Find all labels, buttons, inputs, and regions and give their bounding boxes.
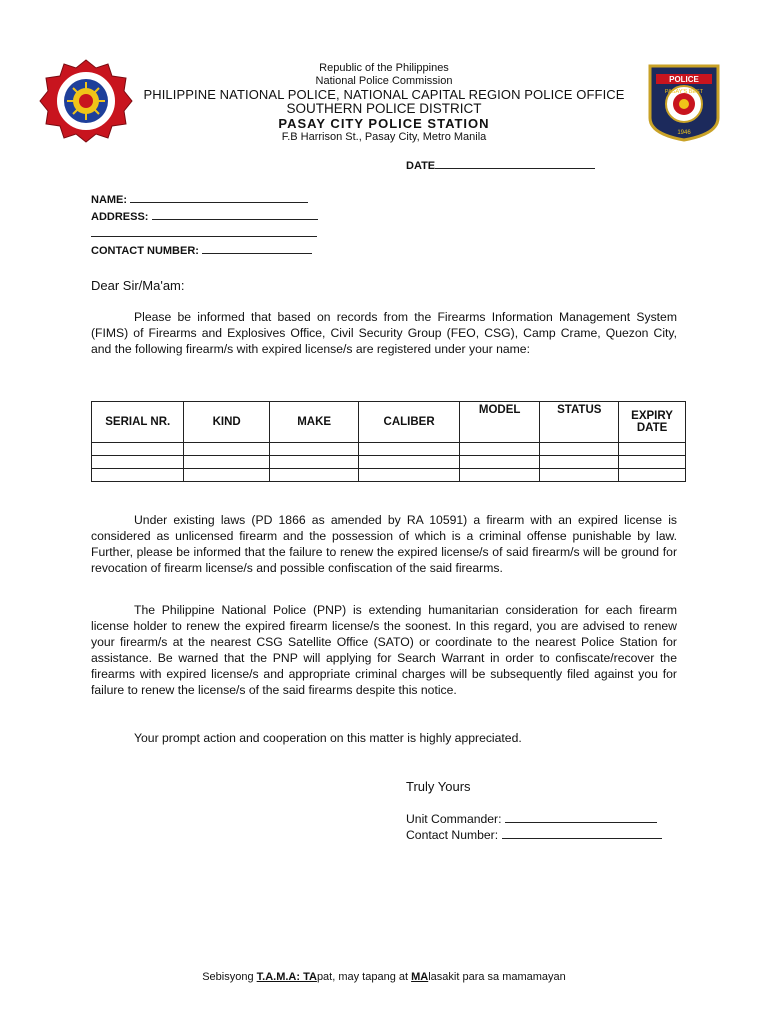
footer-motto [0,971,768,983]
cell[interactable] [184,443,269,456]
header-napolcom: National Police Commission [315,75,453,87]
footer-part: T.A.M.A: TA [256,971,317,983]
col-status: STATUS [540,402,619,443]
cell[interactable] [92,469,184,482]
signature-contact-field[interactable] [406,828,662,842]
address-line-2[interactable] [91,236,317,237]
cell[interactable] [269,469,358,482]
table-row [92,469,686,482]
cell[interactable] [269,443,358,456]
paragraph-1: Please be informed that based on records from the Firearms Information Management System (FIMS) of Firearms and Explosives Office, Civil Security Group (FEO, CSG), Camp Crame, Quezon City, and the following firearm/s with expired license/s are registered under your name: [91,310,677,356]
signature-contact-line[interactable] [502,828,662,839]
col-kind: KIND [184,402,269,443]
cell[interactable] [459,469,540,482]
unit-commander-line[interactable] [505,812,657,823]
contact-field[interactable] [91,243,312,257]
firearms-table [91,401,686,482]
cell[interactable] [92,456,184,469]
footer-part: pat, may tapang at [316,971,412,983]
badge-banner-text: PASAY'S BEST [664,89,704,95]
cell[interactable] [359,469,460,482]
cell[interactable] [540,443,619,456]
contact-label: CONTACT NUMBER: [91,245,199,257]
salutation: Dear Sir/Ma'am: [91,278,185,293]
cell[interactable] [459,456,540,469]
footer-part: MA [411,971,429,983]
cell[interactable] [459,443,540,456]
header-station: PASAY CITY POLICE STATION [278,116,490,131]
cell[interactable] [359,456,460,469]
date-field[interactable] [406,158,595,172]
header-republic: Republic of the Philippines [319,62,449,74]
badge-top-text: POLICE [669,75,699,84]
closing: Truly Yours [406,779,471,794]
cell[interactable] [540,469,619,482]
cell[interactable] [184,469,269,482]
name-label: NAME: [91,194,128,206]
header-pnp-ncrpo: PHILIPPINE NATIONAL POLICE, NATIONAL CAPITAL REGION POLICE OFFICE [143,87,625,102]
cell[interactable] [619,456,686,469]
cell[interactable] [540,456,619,469]
cell[interactable] [269,456,358,469]
col-model: MODEL [459,402,540,443]
address-label: ADDRESS: [91,211,149,223]
header-address: F.B Harrison St., Pasay City, Metro Manila [281,131,487,143]
address-field[interactable] [91,209,318,223]
badge-year-text: 1946 [677,130,691,136]
date-label: DATE [406,160,436,172]
footer-part: lasakit para sa mamamayan [428,971,566,983]
contact-line[interactable] [202,243,312,254]
footer-part: Sebisyong [202,971,257,983]
col-serial: SERIAL NR. [92,402,184,443]
cell[interactable] [92,443,184,456]
header-district: SOUTHERN POLICE DISTRICT [286,101,482,116]
signature-contact-label: Contact Number: [406,828,499,842]
table-header-row [92,402,686,443]
paragraph-4: Your prompt action and cooperation on this matter is highly appreciated. [134,731,522,745]
table-row [92,456,686,469]
table-row [92,443,686,456]
col-caliber: CALIBER [359,402,460,443]
paragraph-2: Under existing laws (PD 1866 as amended by RA 10591) a firearm with an expired license is considered as unlicensed firearm and the possession of which is a criminal offense punishable by law. Further, please be informed that the failure to renew the expired license/s of said firearm/s will be ground for revocation of firearm license/s and possible confiscation of the said firearms. [91,513,677,575]
date-line[interactable] [435,158,595,169]
name-line[interactable] [130,192,308,203]
address-line[interactable] [152,209,318,220]
unit-commander-field[interactable] [406,812,657,826]
paragraph-3: The Philippine National Police (PNP) is extending humanitarian consideration for each firearm license holder to renew the expired firearm license/s the soonest. In this regard, you are advised to renew your firearm/s at the nearest CSG Satellite Office (SATO) or coordinate to the nearest Police Station for assistance. Be warned that the PNP will applying for Search Warrant in order to confiscate/recover the firearms with expired license/s and appropriate criminal charges will be subsequently filed against you for failure to renew the license/s of the said firearms despite this notice. [91,603,677,697]
col-make: MAKE [269,402,358,443]
name-field[interactable] [91,192,308,206]
unit-commander-label: Unit Commander: [406,812,502,826]
cell[interactable] [359,443,460,456]
col-expiry: EXPIRY DATE [619,402,686,443]
cell[interactable] [619,443,686,456]
cell[interactable] [619,469,686,482]
cell[interactable] [184,456,269,469]
